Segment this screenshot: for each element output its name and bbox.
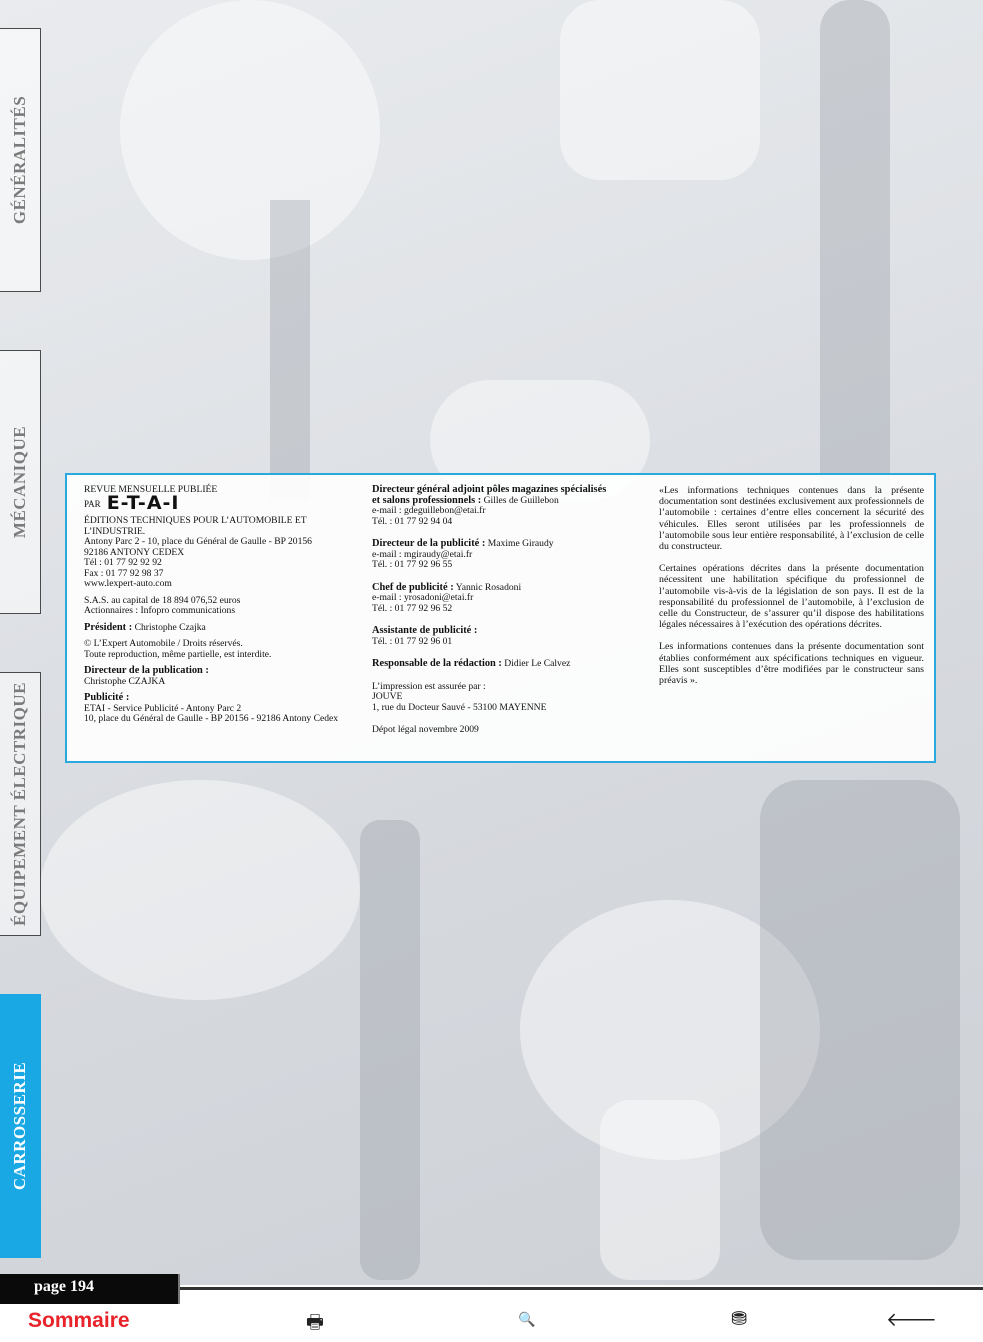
tab-mecanique-label: MÉCANIQUE [10,425,30,539]
advertising-director-name: Maxime Giraudy [487,538,554,549]
fax-text: Fax : 01 77 92 98 37 [84,567,164,579]
ad-manager-email[interactable]: e-mail : yrosadoni@etai.fr [372,592,474,603]
dga-label-1: Directeur général adjoint pôles magazines spécialisés [372,484,607,495]
tab-carrosserie-label: CARROSSERIE [10,1061,29,1191]
disclaimer-paragraph-3: Les informations contenues dans la présente documentation sont établies conformément aux spécifications techniques en vigueur. Elles sont susceptibles d’être modifiées par le constructeur sans préavis ». [659,641,924,687]
sommaire-link[interactable]: Sommaire [28,1309,130,1332]
address-line-1: Antony Parc 2 - 10, place du Général de Gaulle - BP 20156 [84,536,312,547]
advertising-director-email[interactable]: e-mail : mgiraudy@etai.fr [372,548,473,560]
editions-text: ÉDITIONS TECHNIQUES POUR L’AUTOMOBILE ET L’INDUSTRIE. [84,515,307,537]
capital-text: S.A.S. au capital de 18 894 076,52 euros [84,594,241,606]
printer-address: 1, rue du Docteur Sauvé - 53100 MAYENNE [372,701,547,713]
address-line-2: 92186 ANTONY CEDEX [84,546,185,558]
reproduction-text: Toute reproduction, même partielle, est interdite. [84,648,272,660]
ad-assistant-label: Assistante de publicité : [372,625,478,636]
revue-text: REVUE MENSUELLE PUBLIÉE [84,484,218,495]
par-text: PAR [84,498,101,509]
editor-label: Responsable de la rédaction : [372,658,502,669]
dga-email[interactable]: e-mail : gdeguillebon@etai.fr [372,505,486,516]
back-arrow-icon[interactable]: 🡐 [886,1309,937,1331]
advertising-line-2: 10, place du Général de Gaulle - BP 20156 - 92186 Antony Cedex [84,713,339,724]
copyright-text: © L’Expert Automobile / Droits réservés. [84,638,243,649]
printer-name: JOUVE [372,691,403,702]
tab-generalites-label: GÉNÉRALITÉS [10,95,30,225]
colophon-column-publisher [84,485,354,731]
footer-nav [0,1305,983,1342]
publication-director-label: Directeur de la publication : [84,665,209,676]
advertising-director-phone: Tél. : 01 77 92 96 55 [372,559,453,570]
ad-assistant-phone: Tél. : 01 77 92 96 01 [372,635,453,647]
tab-generalites[interactable] [0,28,41,292]
etai-logo: E-T-A-I [106,491,180,514]
colophon-column-disclaimer [659,485,924,697]
tab-equipement-electrique[interactable] [0,672,41,936]
phone-text: Tél : 01 77 92 92 92 [84,557,162,568]
website-link[interactable]: www.lexpert-auto.com [84,578,172,589]
ad-manager-name: Yannic Rosadoni [455,581,522,593]
page-number-tab [0,1274,180,1304]
editor-name: Didier Le Calvez [504,658,571,669]
publication-director-name: Christophe CZAJKA [84,675,166,687]
printing-text: L’impression est assurée par : [372,680,486,692]
shareholders-text: Actionnaires : Infopro communications [84,605,236,616]
president-name: Christophe Czajka [134,621,206,633]
ad-manager-label: Chef de publicité : [372,581,454,593]
dga-label-2: et salons professionnels : [372,494,482,506]
tab-mecanique[interactable] [0,350,41,614]
ad-manager-phone: Tél. : 01 77 92 96 52 [372,602,453,614]
president-label: Président : [84,621,133,633]
page-number: page 194 [34,1278,94,1295]
zoom-page-icon[interactable]: 🔍 [518,1312,536,1328]
colophon-box [65,473,936,763]
binoculars-search-icon[interactable]: ⛃ [731,1308,747,1330]
colophon-column-staff [372,485,642,742]
print-icon[interactable]: 🖶 [306,1311,324,1333]
tab-equipement-label: ÉQUIPEMENT ÉLECTRIQUE [10,682,30,926]
footer-divider [180,1287,983,1290]
disclaimer-paragraph-1: «Les informations techniques contenues dans la présente documentation sont destinées exclusivement aux professionnels de l’automobile : certaines d’entre elles concernent la sécurité des véhicules. Elles seront utilisées par les professionnels de l’automobile sous leur entière responsabilité, à l’exclusion de celle du constructeur. [659,485,924,553]
tab-carrosserie[interactable] [0,994,41,1258]
advertising-line-1: ETAI - Service Publicité - Antony Parc 2 [84,702,242,714]
dga-phone: Tél. : 01 77 92 94 04 [372,515,453,527]
dga-name: Gilles de Guillebon [483,494,559,506]
advertising-label: Publicité : [84,692,130,703]
advertising-director-label: Directeur de la publicité : [372,538,486,549]
disclaimer-paragraph-2: Certaines opérations décrites dans la présente documentation nécessitent une habilitation spécifique du professionnel de l’automobile vis-à-vis de la législation de son pays. Il est de la responsabilité du professionnel de l’automobile, à l’exclusion de celle du Constructeur, de s’assurer qu’il dispose des habilitations légales nécessaires à l’exécution des opérations décrites. [659,563,924,631]
legal-deposit: Dépot légal novembre 2009 [372,724,479,735]
